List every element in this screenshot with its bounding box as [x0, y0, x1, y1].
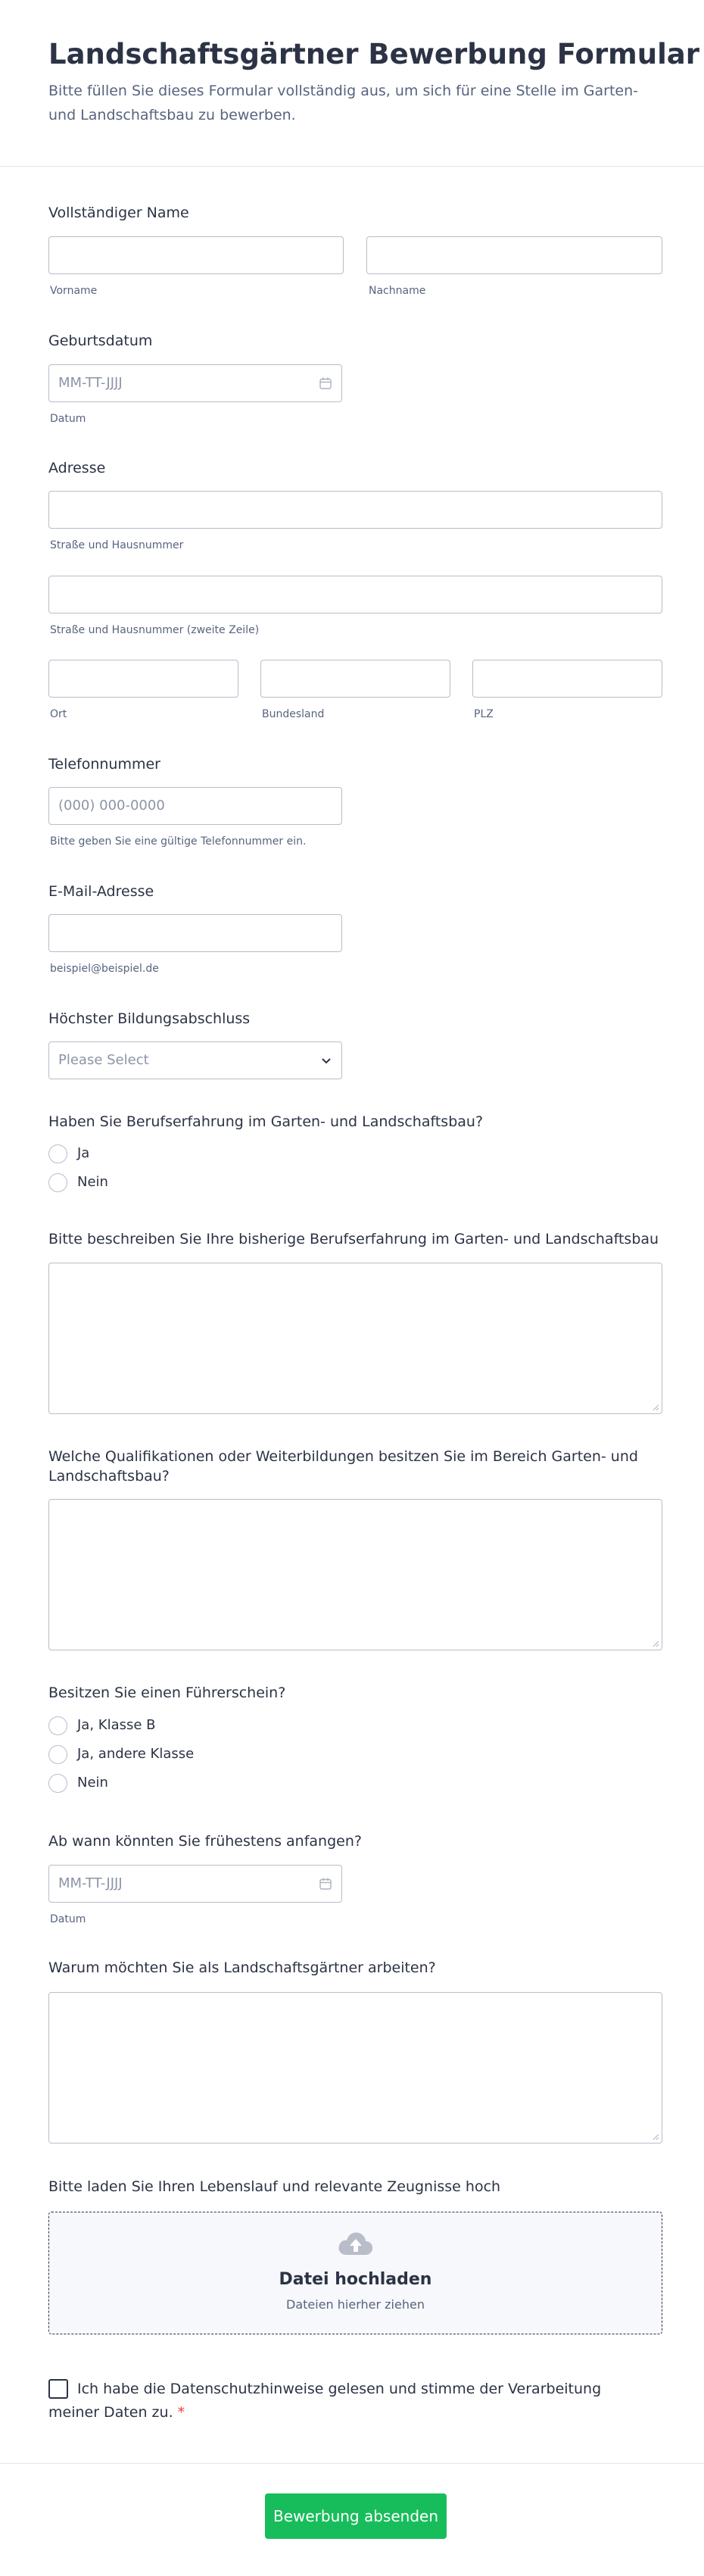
start-date-sublabel: Datum	[50, 1913, 86, 1925]
street-input[interactable]	[48, 491, 662, 529]
radio-button[interactable]	[48, 1745, 67, 1764]
phone-placeholder: (000) 000-0000	[58, 798, 165, 813]
street2-sublabel: Straße und Hausnummer (zweite Zeile)	[50, 624, 260, 636]
first-name-input[interactable]	[48, 236, 344, 274]
street2-input[interactable]	[48, 576, 662, 614]
birthdate-input[interactable]	[48, 364, 342, 402]
calendar-icon[interactable]	[319, 1877, 332, 1891]
full-name-label: Vollständiger Name	[48, 205, 189, 221]
start-date-label: Ab wann könnten Sie frühestens anfangen?	[48, 1833, 362, 1850]
last-name-input[interactable]	[366, 236, 662, 274]
email-label: E-Mail-Adresse	[48, 883, 154, 900]
phone-input[interactable]	[48, 787, 342, 825]
radio-button[interactable]	[48, 1173, 67, 1192]
license-label: Besitzen Sie einen Führerschein?	[48, 1685, 286, 1701]
city-input[interactable]	[48, 660, 238, 698]
calendar-icon[interactable]	[319, 376, 332, 390]
experience-label: Haben Sie Berufserfahrung im Garten- und Landschaftsbau?	[48, 1113, 484, 1130]
first-name-sublabel: Vorname	[50, 285, 98, 297]
resize-handle-icon[interactable]	[652, 2133, 659, 2140]
radio-label: Nein	[77, 1174, 108, 1190]
radio-label: Ja, andere Klasse	[77, 1746, 195, 1762]
cloud-upload-icon	[337, 2229, 375, 2258]
consent-label	[48, 2378, 624, 2425]
qualifications-textarea[interactable]	[48, 1499, 662, 1650]
radio-button[interactable]	[48, 1716, 67, 1735]
radio-button[interactable]	[48, 1774, 67, 1793]
state-sublabel: Bundesland	[262, 708, 325, 720]
motivation-label: Warum möchten Sie als Landschaftsgärtner arbeiten?	[48, 1959, 436, 1976]
email-sublabel: beispiel@beispiel.de	[50, 963, 159, 975]
phone-label: Telefonnummer	[48, 756, 160, 773]
address-label: Adresse	[48, 460, 106, 476]
radio-button[interactable]	[48, 1144, 67, 1163]
city-sublabel: Ort	[50, 708, 67, 720]
education-label: Höchster Bildungsabschluss	[48, 1010, 251, 1027]
required-asterisk: *	[177, 2404, 185, 2421]
radio-label: Nein	[77, 1775, 108, 1791]
experience-desc-textarea[interactable]	[48, 1263, 662, 1414]
form-title: Landschaftsgärtner Bewerbung Formular	[48, 38, 699, 70]
education-select[interactable]	[48, 1041, 342, 1079]
file-upload-dropzone[interactable]	[48, 2212, 662, 2334]
submit-button[interactable]: Bewerbung absenden	[265, 2493, 447, 2539]
zip-input[interactable]	[472, 660, 662, 698]
upload-title: Datei hochladen	[279, 2270, 432, 2289]
resize-handle-icon[interactable]	[652, 1404, 659, 1411]
resize-handle-icon[interactable]	[652, 1640, 659, 1647]
radio-label: Ja	[77, 1145, 90, 1161]
qualifications-label: Welche Qualifikationen oder Weiterbildungen besitzen Sie im Bereich Garten- und Landschaftsbau?	[48, 1448, 638, 1485]
experience-desc-label: Bitte beschreiben Sie Ihre bisherige Berufserfahrung im Garten- und Landschaftsbau	[48, 1231, 659, 1247]
form-header	[0, 0, 704, 167]
upload-hint: Dateien hierher ziehen	[286, 2297, 425, 2312]
email-input[interactable]	[48, 914, 342, 952]
street-sublabel: Straße und Hausnummer	[50, 539, 184, 551]
state-input[interactable]	[260, 660, 450, 698]
radio-label: Ja, Klasse B	[77, 1717, 156, 1733]
birthdate-label: Geburtsdatum	[48, 333, 153, 349]
last-name-sublabel: Nachname	[369, 285, 426, 297]
start-date-placeholder: MM-TT-JJJJ	[58, 1875, 123, 1891]
birthdate-placeholder: MM-TT-JJJJ	[58, 375, 123, 391]
consent-text: Ich habe die Datenschutzhinweise gelesen und stimme der Verarbeitung meiner Daten zu.	[48, 2381, 602, 2421]
birthdate-sublabel: Datum	[50, 413, 86, 425]
education-selected-value: Please Select	[58, 1052, 149, 1068]
zip-sublabel: PLZ	[474, 708, 494, 720]
phone-sublabel: Bitte geben Sie eine gültige Telefonnummer ein.	[50, 835, 307, 848]
start-date-input[interactable]	[48, 1865, 342, 1903]
form-subtitle: Bitte füllen Sie dieses Formular vollständig aus, um sich für eine Stelle im Garten- und Landschaftsbau zu bewerben.	[48, 83, 639, 123]
motivation-textarea[interactable]	[48, 1992, 662, 2144]
chevron-down-icon	[320, 1054, 332, 1066]
upload-label: Bitte laden Sie Ihren Lebenslauf und relevante Zeugnisse hoch	[48, 2178, 501, 2195]
